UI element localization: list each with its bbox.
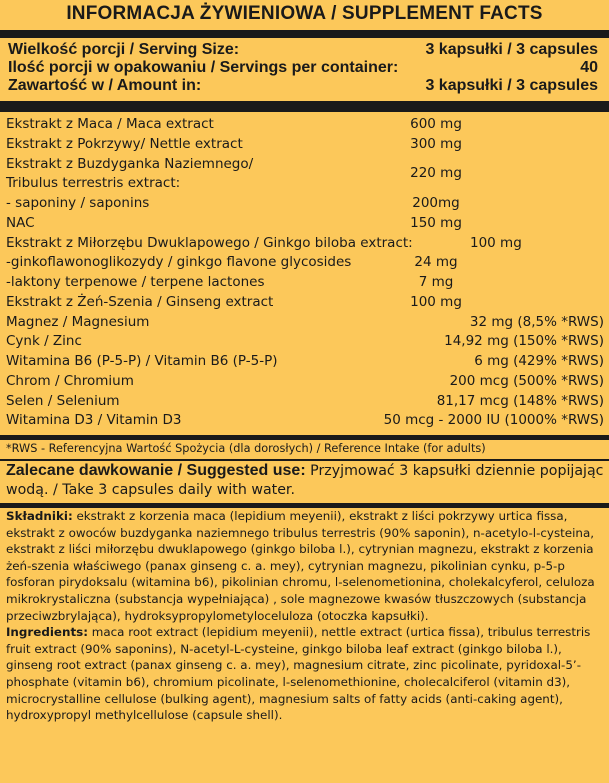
- amount-in-row: [8, 77, 598, 95]
- fact-value: 200mg: [412, 195, 460, 211]
- serving-size-row: [8, 41, 598, 59]
- fact-row: [6, 234, 606, 254]
- fact-label: Chrom / Chromium: [6, 372, 134, 389]
- fact-label: Witamina D3 / Vitamin D3: [6, 412, 182, 429]
- fact-row: [6, 165, 606, 194]
- ingredients-en: [6, 624, 606, 724]
- fact-row: [6, 411, 606, 431]
- fact-row: [6, 155, 606, 175]
- fact-label: NAC: [6, 214, 35, 231]
- fact-label: Ekstrakt z Maca / Maca extract: [6, 116, 214, 132]
- suggested-use: [6, 461, 606, 500]
- page-title: INFORMACJA ŻYWIENIOWA / SUPPLEMENT FACTS: [66, 3, 543, 24]
- ingredients-en-text: maca root extract (lepidium meyenii), nettle extract (urtica fissa), tribulus terrestris fruit extract (90% saponins), N-acetyl-L-cysteine, ginkgo biloba leaf extract (ginkgo biloba l.), ginseng root extract (panax ginseng c. a. mey), magnesium citrate, zinc picolinate, pyridoxal-5’-phosphate (vitamin b6), chromium picolinate, l-selenomethionine, cholecalciferol (vitamin d3), microcrystalline cellulose (bulking agent), magnesium salts of fatty acids (anti-caking agent), hydroxypropyl methylcellulose (capsule shell).: [6, 625, 591, 723]
- ingredients-pl-text: ekstrakt z korzenia maca (lepidium meyenii), ekstrakt z liści pokrzywy urtica fissa, ekstrakt z owoców buzdyganka naziemnego tribulus terrestris (90% saponin), n-acetylo-l-cysteina, ekstrakt z liści miłorzębu dwuklapowego (ginkgo biloba l.), cytrynian magnezu, ekstrakt z korzenia żeń-szenia właściwego (panax ginseng c. a. mey), cytrynian magnezu, pikolinian cynku, p-5-p fosforan pirydoksalu (witamina b6), pikolinian chromu, l-selenometionina, cholekalcyferol, celuloza mikrokrystaliczna (substancja wypełniająca) , sole magnezowe kwasów tłuszczowych (substancja przeciwzbrylająca), hydroksypropylometyloceluloza (otoczka kapsułki).: [6, 509, 595, 623]
- divider: [0, 30, 609, 38]
- fact-label: Cynk / Zinc: [6, 333, 82, 350]
- fact-value: 81,17 mcg (148% *RWS): [436, 392, 604, 409]
- fact-row: [6, 392, 606, 412]
- ingredients-pl: [6, 508, 606, 624]
- fact-label: -ginkoflawonoglikozydy / ginkgo flavone glycosides: [6, 254, 352, 271]
- fact-value: 14,92 mg (150% *RWS): [444, 333, 604, 350]
- fact-value: 7 mg: [418, 274, 454, 290]
- fact-value: 24 mg: [414, 254, 458, 271]
- nutrition-facts-table: [6, 115, 606, 431]
- amount-in-value: 3 kapsułki / 3 capsules: [425, 77, 598, 94]
- fact-row: [6, 194, 606, 214]
- servings-per-container-label: Ilość porcji w opakowaniu / Servings per container:: [8, 59, 399, 76]
- serving-size-label: Wielkość porcji / Serving Size:: [8, 41, 240, 58]
- divider: [0, 101, 609, 112]
- fact-value: 6 mg (429% *RWS): [474, 353, 604, 369]
- servings-per-container-row: [8, 59, 598, 77]
- ingredients-pl-label: Składniki:: [6, 509, 73, 523]
- fact-value: 32 mg (8,5% *RWS): [469, 313, 604, 330]
- fact-row: [6, 214, 606, 234]
- fact-label: Magnez / Magnesium: [6, 313, 150, 330]
- fact-row: [6, 135, 606, 155]
- fact-row: [6, 352, 606, 372]
- fact-value: 150 mg: [410, 214, 462, 231]
- fact-label: -laktony terpenowe / terpene lactones: [6, 274, 265, 290]
- fact-row: [6, 253, 606, 273]
- fact-value: 600 mg: [410, 116, 462, 132]
- fact-value: 50 mcg - 2000 IU (1000% *RWS): [383, 412, 604, 429]
- suggested-use-text: Przyjmować 3 kapsułki dziennie popijając wodą. / Take 3 capsules daily with water.: [6, 463, 604, 498]
- fact-value: 300 mg: [410, 135, 462, 152]
- fact-label: Witamina B6 (P-5-P) / Vitamin B6 (P-5-P): [6, 353, 278, 369]
- fact-label: Ekstrakt z Pokrzywy/ Nettle extract: [6, 135, 243, 152]
- serving-size-value: 3 kapsułki / 3 capsules: [425, 41, 598, 58]
- fact-row: [6, 332, 606, 352]
- fact-label: Ekstrakt z Żeń-Szenia / Ginseng extract: [6, 293, 274, 310]
- fact-label: Ekstrakt z Buzdyganka Naziemnego/: [6, 155, 254, 172]
- serving-info: [8, 41, 598, 95]
- fact-row: [6, 115, 606, 135]
- ingredients-en-label: Ingredients:: [6, 625, 88, 640]
- rws-footnote: *RWS - Referencyjna Wartość Spożycia (dla dorosłych) / Reference Intake (for adults): [6, 442, 486, 455]
- divider: [0, 435, 609, 440]
- servings-per-container-value: 40: [580, 59, 598, 76]
- ingredients-section: [6, 508, 606, 724]
- suggested-use-label: Zalecane dawkowanie / Suggested use:: [6, 462, 306, 479]
- fact-value: 100 mg: [410, 293, 462, 310]
- fact-value: 220 mg: [410, 165, 462, 182]
- fact-label: Selen / Selenium: [6, 392, 120, 409]
- fact-row: [6, 313, 606, 333]
- amount-in-label: Zawartość w / Amount in:: [8, 77, 202, 94]
- fact-row: [6, 372, 606, 392]
- fact-label: - saponiny / saponins: [6, 195, 150, 211]
- fact-row: [6, 293, 606, 313]
- fact-value: 100 mg: [470, 234, 522, 251]
- fact-label: Tribulus terrestris extract:: [6, 175, 181, 192]
- fact-value: 200 mcg (500% *RWS): [449, 372, 604, 389]
- fact-label: Ekstrakt z Miłorzębu Dwuklapowego / Ginkgo biloba extract:: [6, 234, 413, 251]
- fact-row: [6, 273, 606, 293]
